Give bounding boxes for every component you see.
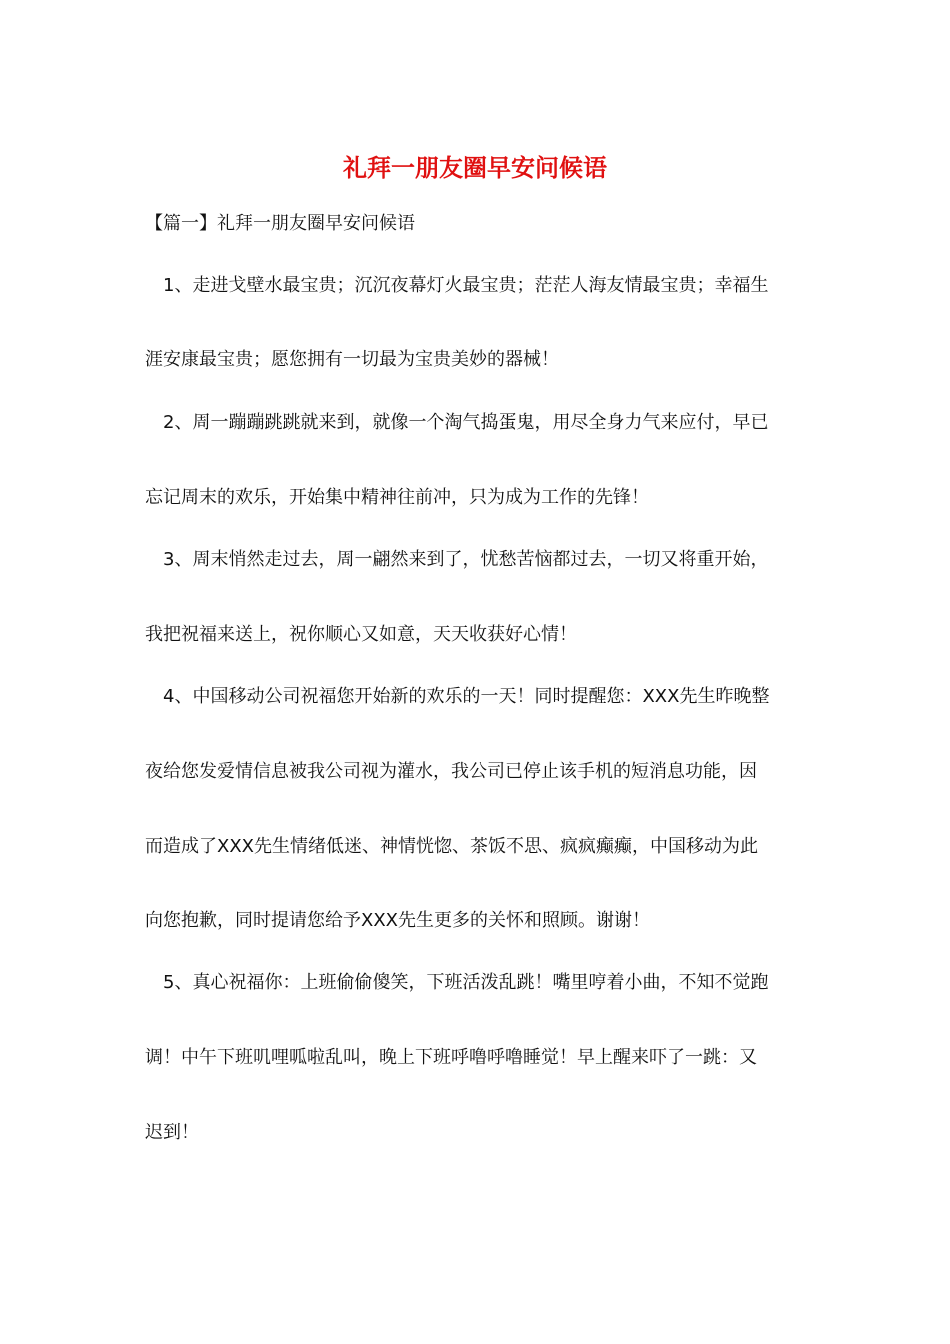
paragraph-line: 4、中国移动公司祝福您开始新的欢乐的一天！同时提醒您：XXX先生昨晚整 bbox=[163, 686, 770, 707]
paragraph-line: 2、周一蹦蹦跳跳就来到，就像一个淘气捣蛋鬼，用尽全身力气来应付，早已 bbox=[163, 412, 769, 433]
paragraph-line: 忘记周末的欢乐，开始集中精神往前冲，只为成为工作的先锋！ bbox=[145, 487, 649, 508]
paragraph-line: 1、走进戈壁水最宝贵；沉沉夜幕灯火最宝贵；茫茫人海友情最宝贵；幸福生 bbox=[163, 275, 769, 296]
section-heading: 【篇一】礼拜一朋友圈早安问候语 bbox=[145, 213, 415, 234]
paragraph-line: 调！中午下班叽哩呱啦乱叫，晚上下班呼噜呼噜睡觉！早上醒来吓了一跳：又 bbox=[145, 1047, 757, 1068]
paragraph-line: 3、周末悄然走过去，周一翩然来到了，忧愁苦恼都过去，一切又将重开始， bbox=[163, 549, 769, 570]
paragraph-line: 夜给您发爱情信息被我公司视为灌水，我公司已停止该手机的短消息功能，因 bbox=[145, 761, 757, 782]
paragraph-line: 5、真心祝福你：上班偷偷傻笑，下班活泼乱跳！嘴里哼着小曲，不知不觉跑 bbox=[163, 972, 769, 993]
document-title: 礼拜一朋友圈早安问候语 bbox=[343, 153, 607, 182]
paragraph-line: 迟到！ bbox=[145, 1122, 199, 1143]
paragraph-line: 涯安康最宝贵；愿您拥有一切最为宝贵美妙的器械！ bbox=[145, 349, 559, 370]
paragraph-line: 我把祝福来送上，祝你顺心又如意，天天收获好心情！ bbox=[145, 624, 577, 645]
paragraph-line: 向您抱歉，同时提请您给予XXX先生更多的关怀和照顾。谢谢！ bbox=[145, 910, 650, 931]
paragraph-line: 而造成了XXX先生情绪低迷、神情恍惚、茶饭不思、疯疯癫癫，中国移动为此 bbox=[145, 836, 758, 857]
